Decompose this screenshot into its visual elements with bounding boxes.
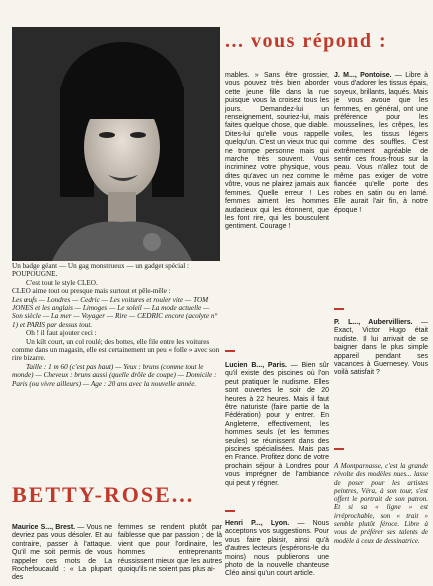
betty-column-1 xyxy=(12,524,112,586)
reply-column-4 xyxy=(225,520,329,582)
reply-column-2 xyxy=(334,72,428,218)
betty-title-text: BETTY-ROSE... xyxy=(12,482,195,507)
montparnasse-note: A Montparnasse, c'est la grande révolte des modèles nues... lasse de poser pour les artistes peintres, Véra, à son tour, s'est offert le portrait de son patron. Et si sa « ligne » est irréprochable, son « trait » semble plutôt féroce. Libre à vous de préférer ses talents de modèle à ceux de dessinatrice. xyxy=(334,462,428,545)
reply-text: — Libre à vous d'adorer les tissus épais, soyeux, brillants, laqués. Mais je vous avoue que les femmes, en général, ont une préférence pour les mousselines, les crêpes, les voiles, les tissus légers comme des souffles. C'est extrêmement agréable de sentir ces frous-frous sur la peau. Vous n'allez tout de même pas exiger de votre fiancée qu'elle porte des robes en satin ou en lamé. Elle aurait l'air fin, à notre époque ! xyxy=(334,72,429,214)
divider xyxy=(334,308,344,310)
caption-likes: Les œufs — Londres — Cedric — Les voitures et rouler vite — TOM JONES et les anglais — Limoges — Le soleil — La mode actuelle — Son siècle — La mer — Voyager — Rire — CEDRIC encore (acolyte n° 1) et PARIS par dessus tout. xyxy=(12,295,218,329)
caption-line: CLEO aime tout ou presque mais surtout et pêle-mêle : xyxy=(12,287,171,296)
caption-details: Taille : 1 m 60 (c'est pas haut) — Yeux : bruns (comme tout le monde) — Cheveux : bruns aussi (quelle drôle de coupe) — Domicile : Paris (ou vivre ailleurs) — Age : 20 ans avec la nouvelle année. xyxy=(12,362,217,388)
reply-text: femmes se rendent plutôt par faiblesse que par passion ; de là vient que pour l'ordinaire, les hommes entreprenants réussissent mieux que les autres quoiqu'ils ne soient pas plus ai- xyxy=(118,524,222,574)
caption-line: Oh ! il faut ajouter ceci : xyxy=(26,329,97,338)
reply-heading: P. L..., Aubervilliers. xyxy=(334,319,413,326)
reply-heading: Henri P..., Lyon. xyxy=(225,520,290,527)
betty-column-2 xyxy=(118,524,222,577)
reply-text: — Nous acceptons vos suggestions. Pour vous faire plaisir, ainsi qu'à d'autres lecteurs (espérons-le du moins) nous publierons une photo de la nouvelle chanteuse Cléo ainsi qu'un court article. xyxy=(225,520,329,578)
reply-heading: J. M..., Pontoise. xyxy=(334,72,392,79)
caption-line: C'est tout le style CLEO. xyxy=(26,278,98,287)
reply-text: — Exact, Victor Hugo était nudiste. Il lui arrivait de se baigner dans le plus simple appareil pendant ses vacances à Guernesey. Vous voilà satisfait ? xyxy=(334,319,429,377)
reply-heading: Maurice S..., Brest. xyxy=(12,524,76,531)
reply-heading: Lucien B..., Paris. xyxy=(225,362,287,369)
reply-text: mables. » Sans être grossier, vous pouvez très bien aborder cette jeune fille dans la rue puisque vous la croisez tous les jours. Demandez-lui un renseignement, souriez-lui, mais faites quelque chose, que diable. Dites-lui qu'elle vous rappelle quelqu'un. C'est un vieux truc qui ne trompe personne mais qui marche très souvent. Vous incriminez votre physique, vous dites qu'avec un nez comme le vôtre, vous ne plairez jamais aux femmes. Quelle erreur ! Les femmes aiment les hommes audacieux qui les étonnent, que les font rire, qui les bousculent gentiment. Courage ! xyxy=(225,72,329,231)
reply-text: — Bien sûr qu'il existe des piscines où l'on peut pratiquer le nudisme. Elles sont ouvertes le soir de 20 heures à 22 heures. Mais il faut être naturiste (faire partie de la Fédération) pour y entrer. En Angleterre, effectivement, les hommes seuls (et les femmes seules) se réunissent dans des piscines spécialisées. Mais pas en France. Profitez donc de votre prochain séjour à Londres pour vous imprégner de l'ambiance qui peut y régner. xyxy=(225,362,329,487)
betty-title xyxy=(12,482,222,522)
caption-line: Un badge géant — Un gag monstrueux — un gadget spécial : POUPOUGNE. xyxy=(12,262,190,279)
reply-text: — Vous ne devriez pas vous désoler. Et au contraire, passer à l'attaque. Qu'il me soit permis de vous rappeler ces mots de La Rochefoucauld : « La plupart des xyxy=(12,524,112,582)
reply-column-1 xyxy=(225,72,329,235)
photo-caption xyxy=(12,262,222,388)
reply-column-3 xyxy=(225,362,329,491)
reply-column-5 xyxy=(334,319,428,381)
divider xyxy=(225,350,235,352)
caption-line: Un kilt court, un col roulé; des bottes, elle file entre les voitures comme dans un magasin, elle est certainement un peu « folle » avec son rire bizarre. xyxy=(12,337,220,363)
divider xyxy=(334,448,344,450)
divider xyxy=(225,510,235,512)
cleo-photo xyxy=(12,27,220,261)
section-title xyxy=(225,30,425,65)
title-text: ... vous répond : xyxy=(225,30,388,52)
